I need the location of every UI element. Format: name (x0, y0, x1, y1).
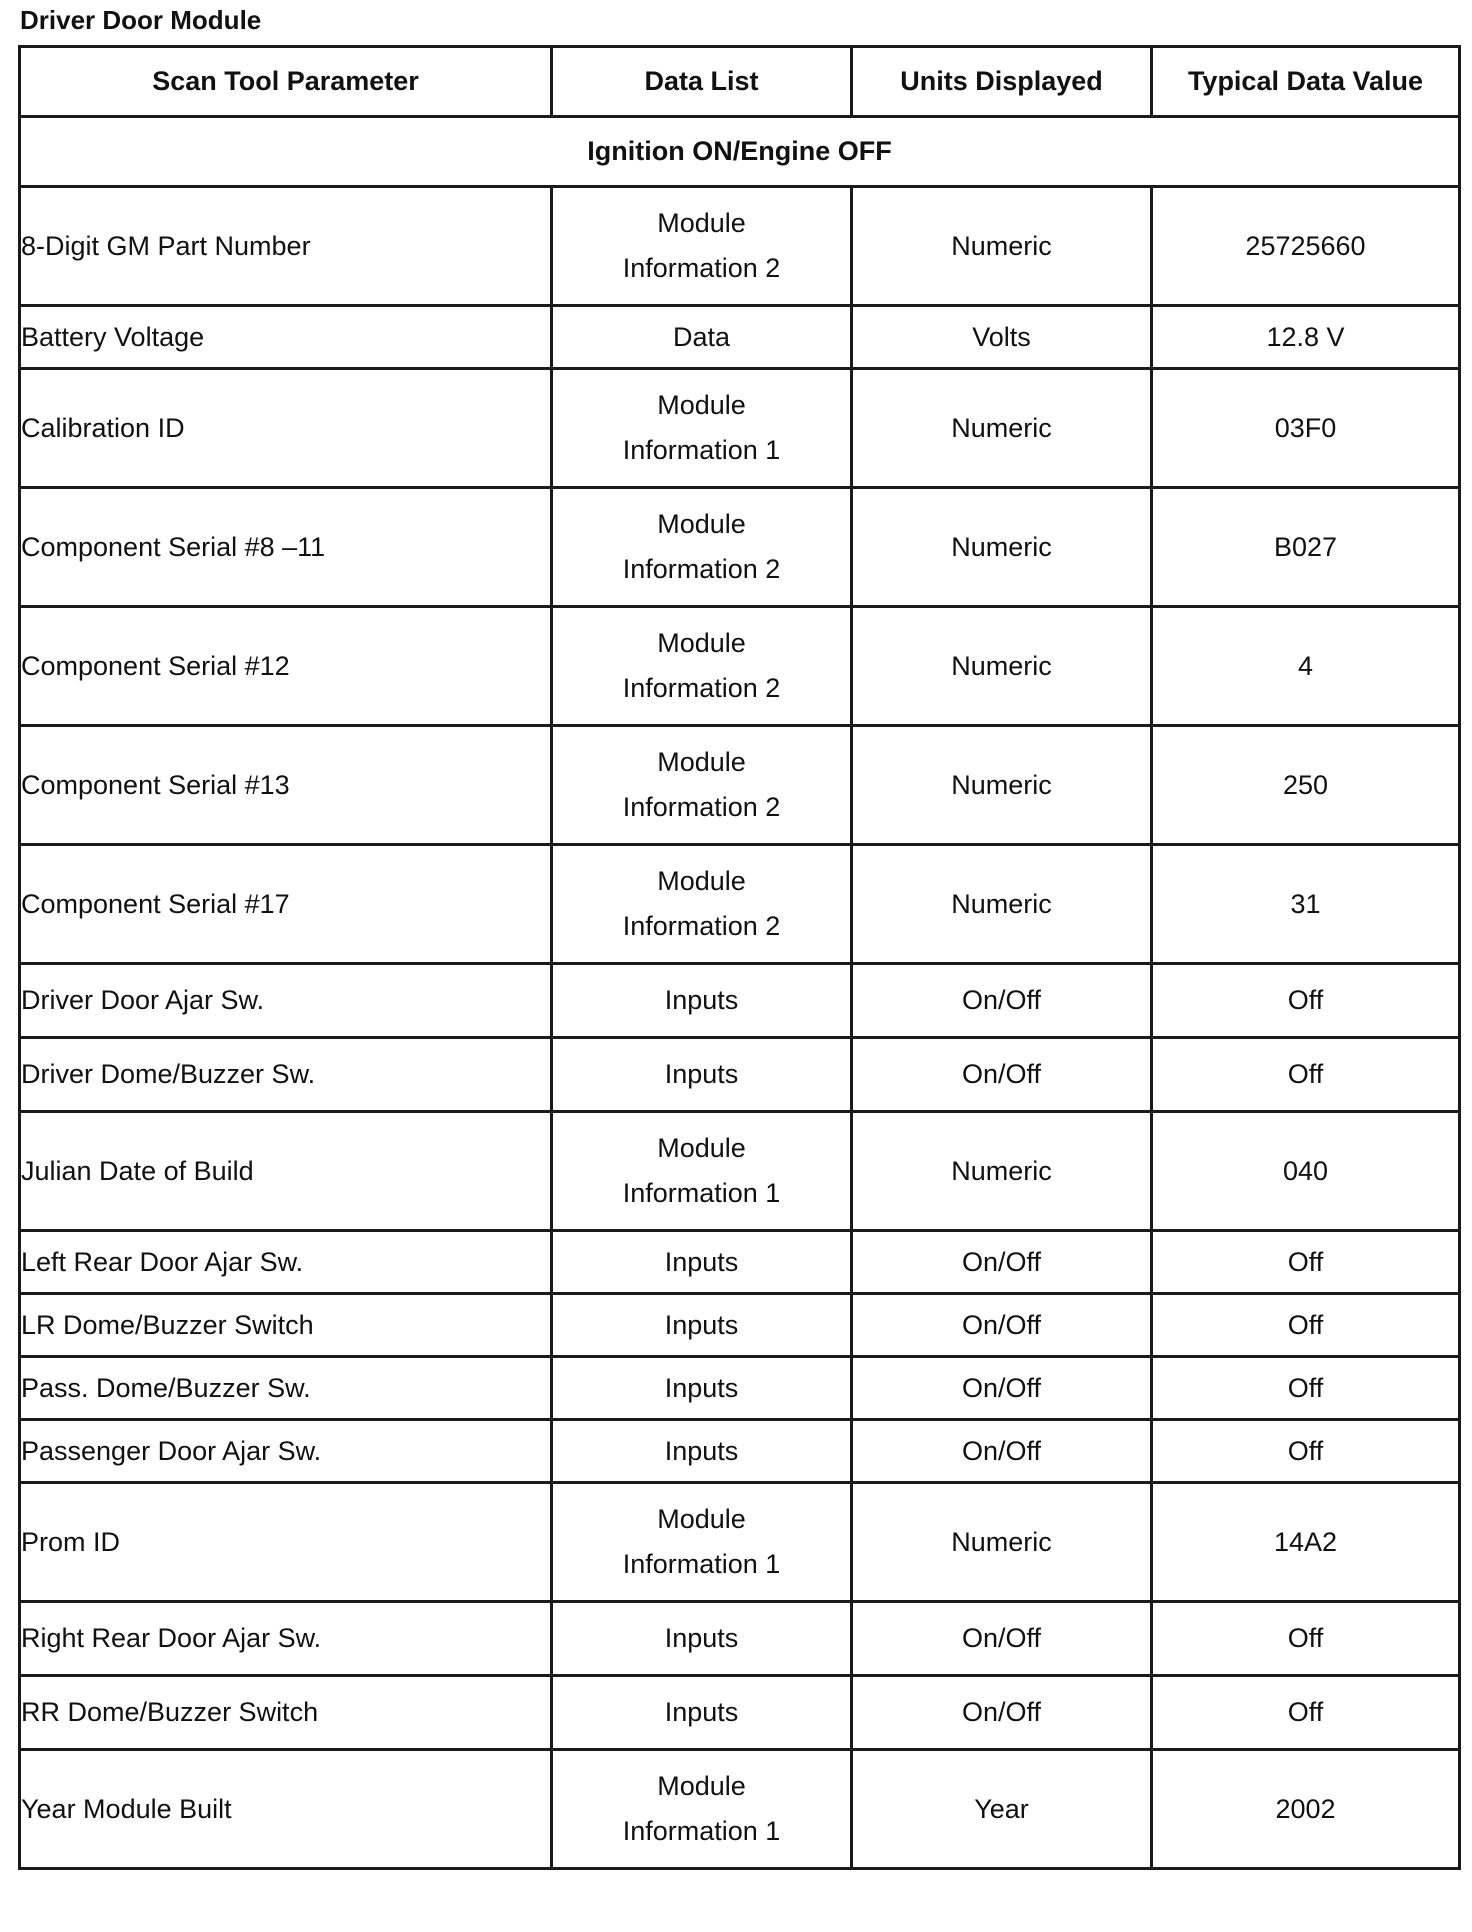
table-row (20, 964, 1460, 1038)
table-row (20, 187, 1460, 306)
cell-parameter: Pass. Dome/Buzzer Sw. (20, 1357, 552, 1420)
table-row (20, 369, 1460, 488)
table-row (20, 488, 1460, 607)
table-row (20, 1750, 1460, 1869)
cell-units: On/Off (852, 1602, 1152, 1676)
data-list-line-2: Information 2 (622, 792, 781, 822)
cell-data-list (552, 726, 852, 845)
data-list-line-1: Inputs (664, 1059, 739, 1089)
data-list-line-2: Information 2 (622, 554, 781, 584)
data-list-line-1: Module (657, 628, 746, 658)
cell-units: On/Off (852, 1231, 1152, 1294)
column-header-data-list: Data List (552, 47, 852, 117)
column-header-units: Units Displayed (852, 47, 1152, 117)
data-list-line-1: Data (672, 321, 731, 352)
cell-units: Numeric (852, 1112, 1152, 1231)
cell-units: Numeric (852, 726, 1152, 845)
cell-parameter: Passenger Door Ajar Sw. (20, 1420, 552, 1483)
cell-units: Volts (852, 306, 1152, 369)
cell-parameter: RR Dome/Buzzer Switch (20, 1676, 552, 1750)
cell-parameter: Component Serial #8 –11 (20, 488, 552, 607)
cell-data-list (552, 1038, 852, 1112)
cell-typical-value: 2002 (1152, 1750, 1460, 1869)
data-list-line-1: Inputs (664, 1246, 739, 1277)
data-list-line-2: Information 1 (622, 1549, 781, 1579)
cell-parameter: Year Module Built (20, 1750, 552, 1869)
data-list-line-1: Inputs (664, 1697, 739, 1727)
cell-data-list (552, 306, 852, 369)
cell-parameter: Prom ID (20, 1483, 552, 1602)
data-list-line-1: Inputs (664, 1309, 739, 1340)
cell-parameter: Right Rear Door Ajar Sw. (20, 1602, 552, 1676)
cell-typical-value: Off (1152, 1676, 1460, 1750)
data-list-line-2: Information 2 (622, 253, 781, 283)
column-header-typical-value: Typical Data Value (1152, 47, 1460, 117)
cell-typical-value: Off (1152, 1294, 1460, 1357)
cell-typical-value: 4 (1152, 607, 1460, 726)
cell-data-list (552, 1676, 852, 1750)
data-list-line-1: Module (657, 208, 746, 238)
data-list-line-1: Module (657, 1771, 746, 1801)
cell-typical-value: 040 (1152, 1112, 1460, 1231)
cell-data-list (552, 1483, 852, 1602)
cell-typical-value: 03F0 (1152, 369, 1460, 488)
cell-units: On/Off (852, 1357, 1152, 1420)
cell-typical-value: 14A2 (1152, 1483, 1460, 1602)
cell-typical-value: 25725660 (1152, 187, 1460, 306)
table-row (20, 726, 1460, 845)
table-row (20, 1676, 1460, 1750)
cell-units: Numeric (852, 488, 1152, 607)
cell-data-list (552, 187, 852, 306)
column-header-parameter: Scan Tool Parameter (20, 47, 552, 117)
cell-data-list (552, 1420, 852, 1483)
cell-units: On/Off (852, 1676, 1152, 1750)
cell-units: Numeric (852, 187, 1152, 306)
section-row (20, 117, 1460, 187)
cell-parameter: 8-Digit GM Part Number (20, 187, 552, 306)
table-row (20, 1038, 1460, 1112)
cell-units: Numeric (852, 845, 1152, 964)
cell-typical-value: 12.8 V (1152, 306, 1460, 369)
cell-units: Numeric (852, 607, 1152, 726)
cell-data-list (552, 1357, 852, 1420)
data-table (18, 45, 1461, 1870)
cell-units: On/Off (852, 1038, 1152, 1112)
data-list-line-1: Module (657, 1133, 746, 1163)
data-list-line-1: Inputs (664, 1372, 739, 1403)
table-body (20, 117, 1460, 1869)
cell-parameter: Component Serial #17 (20, 845, 552, 964)
cell-typical-value: Off (1152, 1602, 1460, 1676)
data-list-line-1: Inputs (664, 1623, 739, 1653)
cell-units: On/Off (852, 964, 1152, 1038)
cell-parameter: Component Serial #12 (20, 607, 552, 726)
cell-typical-value: Off (1152, 1357, 1460, 1420)
cell-data-list (552, 1294, 852, 1357)
cell-data-list (552, 845, 852, 964)
cell-parameter: Calibration ID (20, 369, 552, 488)
cell-parameter: LR Dome/Buzzer Switch (20, 1294, 552, 1357)
data-list-line-2: Information 1 (622, 1816, 781, 1846)
table-row (20, 845, 1460, 964)
table-row (20, 1357, 1460, 1420)
section-label: Ignition ON/Engine OFF (20, 117, 1460, 187)
cell-data-list (552, 1750, 852, 1869)
cell-parameter: Julian Date of Build (20, 1112, 552, 1231)
header-row (20, 47, 1460, 117)
cell-parameter: Driver Dome/Buzzer Sw. (20, 1038, 552, 1112)
cell-typical-value: 31 (1152, 845, 1460, 964)
cell-parameter: Component Serial #13 (20, 726, 552, 845)
data-list-line-2: Information 1 (622, 1178, 781, 1208)
cell-typical-value: Off (1152, 1038, 1460, 1112)
table-row (20, 306, 1460, 369)
table-row (20, 1112, 1460, 1231)
cell-typical-value: Off (1152, 1231, 1460, 1294)
cell-units: On/Off (852, 1294, 1152, 1357)
data-list-line-2: Information 1 (622, 435, 781, 465)
page-title: Driver Door Module (20, 5, 262, 35)
table-header (20, 47, 1460, 117)
cell-data-list (552, 964, 852, 1038)
data-list-line-2: Information 2 (622, 911, 781, 941)
data-list-line-1: Module (657, 1504, 746, 1534)
table-row (20, 1483, 1460, 1602)
cell-data-list (552, 1231, 852, 1294)
cell-typical-value: Off (1152, 964, 1460, 1038)
cell-parameter: Left Rear Door Ajar Sw. (20, 1231, 552, 1294)
cell-data-list (552, 607, 852, 726)
data-list-line-1: Module (657, 390, 746, 420)
table-row (20, 1294, 1460, 1357)
cell-typical-value: Off (1152, 1420, 1460, 1483)
data-list-line-1: Inputs (664, 1435, 739, 1466)
cell-units: Numeric (852, 369, 1152, 488)
data-list-line-1: Module (657, 866, 746, 896)
table-row (20, 607, 1460, 726)
table-row (20, 1231, 1460, 1294)
data-list-line-1: Inputs (664, 985, 739, 1015)
cell-data-list (552, 488, 852, 607)
cell-data-list (552, 1112, 852, 1231)
cell-typical-value: 250 (1152, 726, 1460, 845)
data-list-line-1: Module (657, 747, 746, 777)
data-list-line-2: Information 2 (622, 673, 781, 703)
cell-data-list (552, 1602, 852, 1676)
data-list-line-1: Module (657, 509, 746, 539)
cell-units: Year (852, 1750, 1152, 1869)
cell-units: On/Off (852, 1420, 1152, 1483)
cell-typical-value: B027 (1152, 488, 1460, 607)
cell-parameter: Battery Voltage (20, 306, 552, 369)
table-row (20, 1420, 1460, 1483)
cell-units: Numeric (852, 1483, 1152, 1602)
cell-data-list (552, 369, 852, 488)
cell-parameter: Driver Door Ajar Sw. (20, 964, 552, 1038)
table-row (20, 1602, 1460, 1676)
